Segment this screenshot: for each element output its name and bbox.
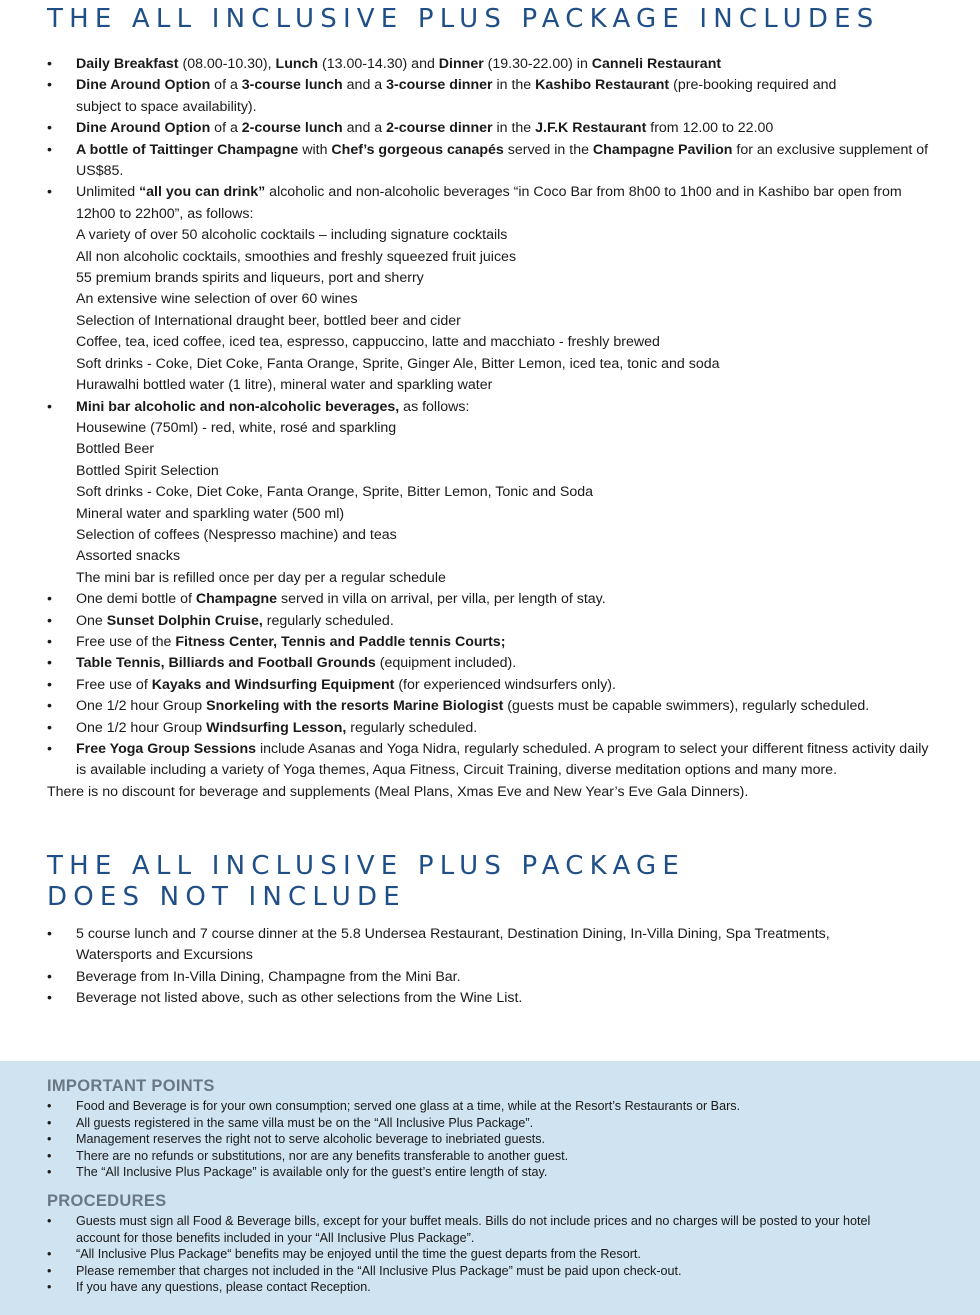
bullet-icon: • (47, 184, 52, 201)
item-text: as follows: (399, 398, 470, 415)
includes-heading: THE ALL INCLUSIVE PLUS PACKAGE INCLUDES (47, 4, 880, 34)
bullet-icon: • (47, 633, 52, 650)
item-text: Free use of (76, 676, 152, 693)
item-text: for an exclusive supplement of US$85. (76, 141, 929, 180)
item-text: 55 premium brands spirits and liqueurs, port and sherry (76, 270, 424, 287)
item-text: Beverage not listed above, such as other selections from the Wine List. (76, 990, 523, 1007)
procedures-list (47, 1213, 947, 1296)
item-text: and a (342, 77, 387, 94)
emphasis-text: Windsurfing Lesson, (206, 719, 347, 736)
item-text: The mini bar is refilled once per day per a regular schedule (76, 569, 446, 586)
emphasis-text: Dine Around Option (76, 77, 211, 94)
bullet-icon: • (47, 990, 52, 1007)
emphasis-text: 3-course lunch (241, 77, 343, 94)
emphasis-text: Sunset Dolphin Cruise, (106, 612, 263, 629)
bullet-icon: • (47, 398, 52, 415)
item-text: Food and Beverage is for your own consumption; served one glass at a time, while at the Resort’s Restaurants or Bars. (76, 1099, 741, 1113)
bullet-icon: • (47, 120, 52, 137)
item-text: Unlimited (76, 184, 140, 201)
excludes-list (47, 924, 947, 1010)
bullet-icon: • (47, 1247, 52, 1261)
item-text: in the (492, 120, 536, 137)
item-text: include Asanas and Yoga Nidra, regularly scheduled. A program to select your different fitness activity daily (256, 741, 929, 757)
emphasis-text: Lunch (275, 56, 319, 72)
emphasis-text: Daily Breakfast (76, 56, 179, 72)
list-item (47, 1148, 947, 1165)
emphasis-text: 2-course lunch (241, 120, 343, 137)
bullet-icon: • (47, 676, 52, 693)
sub-list-item (47, 439, 947, 460)
item-text: Bottled Spirit Selection (76, 462, 219, 479)
sub-list-item (47, 247, 947, 268)
item-text: “All Inclusive Plus Package“ benefits may be enjoyed until the time the guest departs from the Resort. (76, 1247, 641, 1261)
list-item (47, 1213, 947, 1246)
includes-list (47, 54, 947, 782)
important-points-list (47, 1098, 947, 1181)
list-item (47, 54, 947, 75)
bullet-icon: • (47, 1165, 52, 1179)
item-text: regularly scheduled. (346, 719, 478, 736)
list-item (47, 653, 947, 674)
sub-list-item (47, 268, 947, 289)
item-text: served in villa on arrival, per villa, per length of stay. (277, 591, 606, 608)
sub-list-item (47, 461, 947, 482)
item-text: Assorted snacks (76, 548, 181, 565)
item-text: Coffee, tea, iced coffee, iced tea, espresso, cappuccino, latte and macchiato - freshly brewed (76, 334, 660, 351)
emphasis-text: Snorkeling with the resorts Marine Biologist (206, 698, 504, 715)
list-item (47, 1131, 947, 1148)
bullet-icon: • (47, 1148, 52, 1163)
list-item (47, 632, 947, 653)
excludes-heading (47, 851, 685, 913)
emphasis-text: Kayaks and Windsurfing Equipment (151, 676, 395, 693)
emphasis-text: Champagne (195, 591, 278, 608)
sub-list-item (47, 568, 947, 589)
item-text: in the (492, 77, 536, 94)
emphasis-text: 2-course dinner (386, 120, 493, 137)
bullet-icon: • (47, 1263, 52, 1278)
list-item (47, 397, 947, 418)
procedures-title: PROCEDURES (47, 1192, 167, 1210)
emphasis-text: “all you can drink” (139, 184, 266, 201)
item-text: One 1/2 hour Group (76, 698, 207, 715)
bullet-icon: • (47, 719, 52, 736)
item-text: of a (210, 120, 242, 137)
item-text: (13.00-14.30) and (318, 56, 439, 72)
emphasis-text: Champagne Pavilion (592, 141, 733, 158)
item-text: alcoholic and non-alcoholic beverages “in Coco Bar from 8h00 to 1h00 and in Kashibo bar open from (265, 184, 902, 201)
list-item (47, 118, 947, 139)
list-item (47, 182, 947, 225)
list-item (47, 75, 947, 118)
bullet-icon: • (47, 1115, 52, 1130)
bullet-icon: • (47, 612, 52, 629)
item-text: Bottled Beer (76, 441, 155, 458)
list-item (47, 988, 947, 1009)
list-item (47, 611, 947, 632)
emphasis-text: Dinner (438, 56, 484, 72)
item-text: Hurawalhi bottled water (1 litre), mineral water and sparkling water (76, 377, 493, 394)
item-text: Housewine (750ml) - red, white, rosé and sparkling (76, 419, 397, 436)
sub-list-item (47, 332, 947, 353)
emphasis-text: 3-course dinner (386, 77, 493, 94)
sub-list-item (47, 311, 947, 332)
list-item (47, 718, 947, 739)
list-item (47, 967, 947, 988)
item-text: If you have any questions, please contact Reception. (76, 1280, 371, 1294)
bullet-icon: • (47, 655, 52, 672)
item-text: A variety of over 50 alcoholic cocktails – including signature cocktails (76, 227, 508, 244)
item-text: The “All Inclusive Plus Package” is available only for the guest’s entire length of stay. (76, 1165, 548, 1179)
item-text: One demi bottle of (76, 591, 196, 608)
item-text: Watersports and Excursions (76, 947, 253, 964)
emphasis-text: J.F.K Restaurant (535, 120, 647, 137)
item-text: Management reserves the right not to serve alcoholic beverage to inebriated guests. (76, 1132, 546, 1146)
item-text: (08.00-10.30), (178, 56, 276, 72)
item-text: (pre-booking required and (669, 77, 837, 94)
sub-list-item (47, 546, 947, 567)
list-item (47, 1246, 947, 1263)
item-text: account for those benefits included in your “All Inclusive Plus Package”. (76, 1230, 475, 1245)
item-text: Guests must sign all Food & Beverage bills, except for your buffet meals. Bills do not include prices and no charges will be posted to your hotel (76, 1214, 871, 1228)
sub-list-item (47, 354, 947, 375)
item-text: 12h00 to 22h00”, as follows: (76, 205, 254, 222)
item-text: of a (210, 77, 242, 94)
list-item (47, 1279, 947, 1296)
bullet-icon: • (47, 141, 52, 158)
item-text: One 1/2 hour Group (76, 719, 207, 736)
important-points-panel (0, 1061, 980, 1315)
bullet-icon: • (47, 1280, 52, 1294)
item-text: An extensive wine selection of over 60 wines (76, 291, 358, 308)
emphasis-text: A bottle of Taittinger Champagne (76, 141, 299, 158)
item-text: 5 course lunch and 7 course dinner at the 5.8 Undersea Restaurant, Destination Dining, In-Villa Dining, Spa Treatments, (76, 926, 830, 942)
no-discount-note: There is no discount for beverage and supplements (Meal Plans, Xmas Eve and New Year’s Eve Gala Dinners). (47, 784, 749, 800)
item-text: Beverage from In-Villa Dining, Champagne from the Mini Bar. (76, 968, 461, 985)
bullet-icon: • (47, 741, 52, 757)
list-item (47, 140, 947, 183)
item-text: with (298, 141, 332, 158)
item-text: (guests must be capable swimmers), regularly scheduled. (503, 698, 870, 715)
emphasis-text: Free Yoga Group Sessions (76, 741, 257, 757)
sub-list-item (47, 525, 947, 546)
item-text: Selection of coffees (Nespresso machine) and teas (76, 526, 397, 543)
bullet-icon: • (47, 56, 52, 72)
bullet-icon: • (47, 1099, 52, 1113)
list-item (47, 1098, 947, 1115)
sub-list-item (47, 482, 947, 503)
list-item (47, 675, 947, 696)
important-points-title: IMPORTANT POINTS (47, 1077, 215, 1095)
item-text: All guests registered in the same villa must be on the “All Inclusive Plus Package”. (76, 1115, 534, 1130)
item-text: from 12.00 to 22.00 (646, 120, 774, 137)
bullet-icon: • (47, 1214, 52, 1228)
bullet-icon: • (47, 77, 52, 94)
bullet-icon: • (47, 968, 52, 985)
sub-list-item (47, 225, 947, 246)
emphasis-text: Dine Around Option (76, 120, 211, 137)
item-text: (19.30-22.00) in (483, 56, 592, 72)
item-text: One (76, 612, 107, 629)
item-text: (for experienced windsurfers only). (394, 676, 616, 693)
list-item (47, 924, 947, 967)
bullet-icon: • (47, 1132, 52, 1146)
list-item (47, 1164, 947, 1181)
excludes-heading-line2: DOES NOT INCLUDE (47, 882, 406, 912)
excludes-heading-line1: THE ALL INCLUSIVE PLUS PACKAGE (47, 851, 685, 881)
list-item (47, 1263, 947, 1280)
sub-list-item (47, 504, 947, 525)
sub-list-item (47, 289, 947, 310)
emphasis-text: Mini bar alcoholic and non-alcoholic beverages, (76, 398, 400, 415)
item-text: and a (342, 120, 387, 137)
sub-list-item (47, 418, 947, 439)
list-item (47, 589, 947, 610)
item-text: Selection of International draught beer, bottled beer and cider (76, 312, 461, 329)
emphasis-text: Chef’s gorgeous canapés (331, 141, 504, 158)
item-text: All non alcoholic cocktails, smoothies and freshly squeezed fruit juices (76, 248, 517, 265)
list-item (47, 739, 947, 782)
item-text: is available including a variety of Yoga themes, Aqua Fitness, Circuit Training, diverse meditation options and many more. (76, 762, 838, 779)
sub-list-item (47, 375, 947, 396)
list-item (47, 1115, 947, 1132)
emphasis-text: Canneli Restaurant (591, 56, 722, 72)
item-text: Mineral water and sparkling water (500 ml) (76, 505, 345, 522)
item-text: Soft drinks - Coke, Diet Coke, Fanta Orange, Sprite, Bitter Lemon, Tonic and Soda (76, 484, 594, 501)
emphasis-text: Fitness Center, Tennis and Paddle tennis Courts; (175, 633, 506, 650)
item-text: Soft drinks - Coke, Diet Coke, Fanta Orange, Sprite, Ginger Ale, Bitter Lemon, iced tea, tonic and soda (76, 355, 720, 372)
item-text: There are no refunds or substitutions, nor are any benefits transferable to another guest. (76, 1148, 569, 1163)
item-text: Free use of the (76, 633, 176, 650)
item-text: served in the (503, 141, 593, 158)
emphasis-text: Table Tennis, Billiards and Football Grounds (76, 655, 376, 672)
item-text: Please remember that charges not included in the “All Inclusive Plus Package” must be paid upon check-out. (76, 1263, 682, 1278)
bullet-icon: • (47, 698, 52, 715)
list-item (47, 696, 947, 717)
item-text: subject to space availability). (76, 98, 257, 115)
item-text: regularly scheduled. (262, 612, 394, 629)
item-text: (equipment included). (375, 655, 517, 672)
bullet-icon: • (47, 591, 52, 608)
bullet-icon: • (47, 926, 52, 942)
emphasis-text: Kashibo Restaurant (535, 77, 670, 94)
